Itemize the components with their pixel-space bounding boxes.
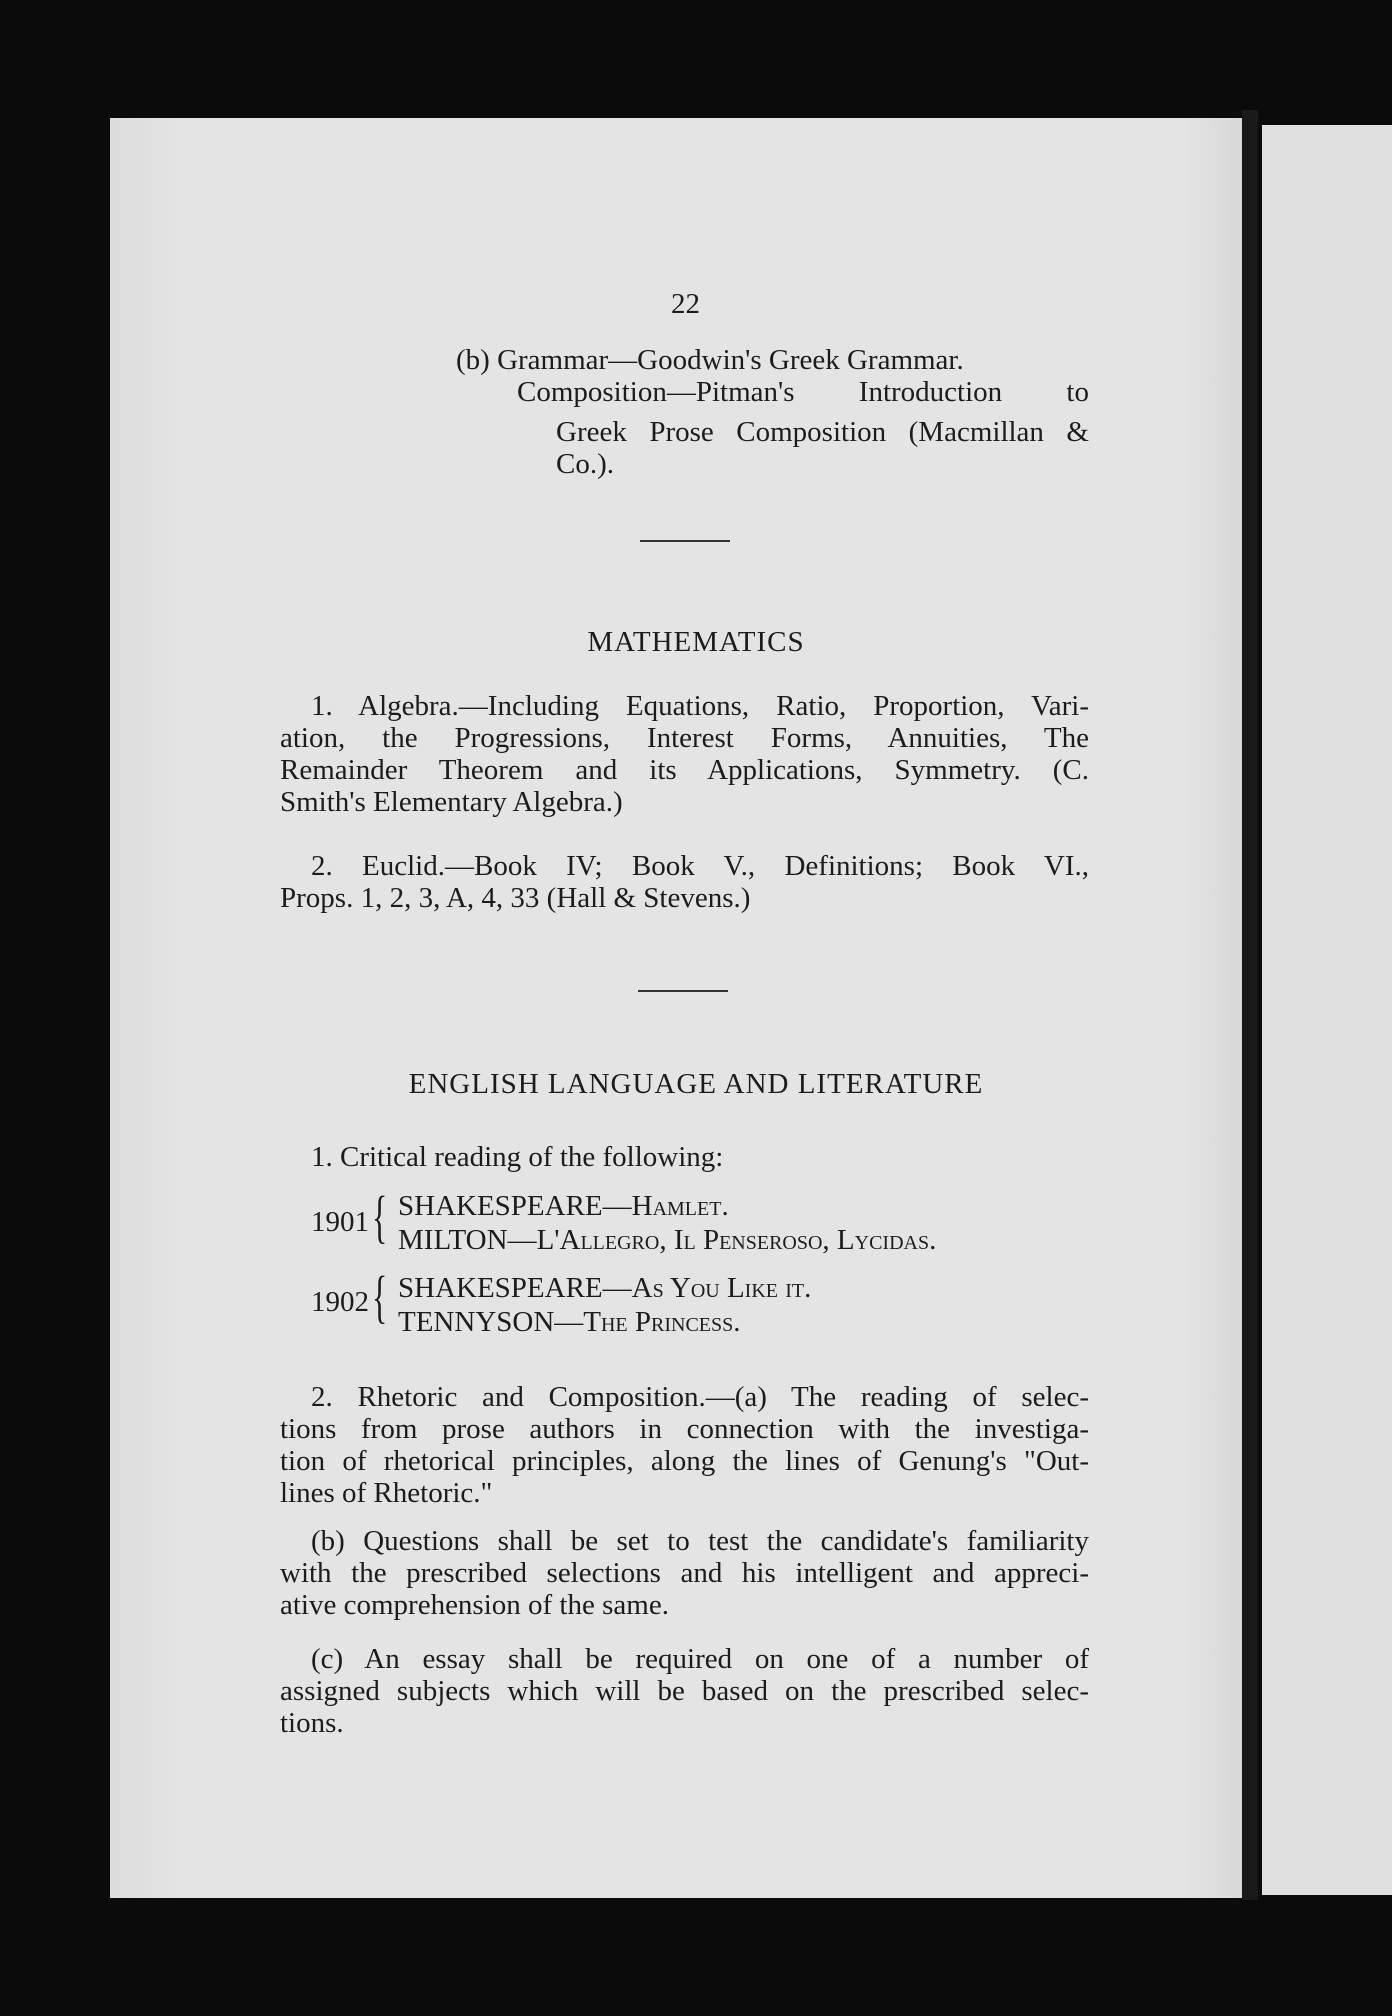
algebra-line: Smith's Elementary Algebra.): [280, 786, 623, 818]
rhetoric-line: 2. Rhetoric and Composition.—(a) The reading of selec-: [311, 1381, 1089, 1413]
section-divider: [640, 540, 730, 542]
rhetoric-line: lines of Rhetoric.": [280, 1477, 493, 1509]
essay-line: (c) An essay shall be required on one of a number of: [311, 1643, 1089, 1675]
euclid-line: 2. Euclid.—Book IV; Book V., Definitions; Book VI.,: [311, 850, 1089, 882]
greek-composition-line: Composition—Pitman's Introduction to: [517, 376, 1089, 408]
reading-1902-b: TENNYSON—The Princess.: [398, 1306, 741, 1338]
euclid-line: Props. 1, 2, 3, A, 4, 33 (Hall & Stevens.): [280, 882, 751, 914]
algebra-line: 1. Algebra.—Including Equations, Ratio, Proportion, Vari-: [311, 690, 1089, 722]
year-1902: 1902: [311, 1286, 369, 1318]
mathematics-heading: MATHEMATICS: [587, 626, 805, 658]
questions-line: ative comprehension of the same.: [280, 1589, 669, 1621]
reading-1902-a: SHAKESPEARE—As You Like it.: [398, 1272, 812, 1304]
greek-composition-line: Co.).: [556, 448, 614, 480]
critical-reading-line: 1. Critical reading of the following:: [311, 1141, 724, 1173]
questions-line: with the prescribed selections and his intelligent and appreci-: [280, 1557, 1089, 1589]
year-1901: 1901: [311, 1206, 369, 1238]
english-heading: ENGLISH LANGUAGE AND LITERATURE: [408, 1068, 984, 1100]
questions-line: (b) Questions shall be set to test the candidate's familiarity: [311, 1525, 1089, 1557]
page-number: 22: [671, 288, 700, 320]
reading-1901-b: MILTON—L'Allegro, Il Penseroso, Lycidas.: [398, 1224, 937, 1256]
algebra-line: ation, the Progressions, Interest Forms, Annuities, The: [280, 722, 1089, 754]
essay-line: tions.: [280, 1707, 344, 1739]
brace-1902: {: [372, 1264, 388, 1329]
greek-composition-line: Greek Prose Composition (Macmillan &: [556, 416, 1089, 448]
reading-1901-a: SHAKESPEARE—Hamlet.: [398, 1190, 729, 1222]
section-divider: [638, 990, 728, 992]
brace-1901: {: [372, 1184, 388, 1249]
essay-line: assigned subjects which will be based on the prescribed selec-: [280, 1675, 1089, 1707]
rhetoric-line: tions from prose authors in connection with the investiga-: [280, 1413, 1089, 1445]
greek-grammar-line: (b) Grammar—Goodwin's Greek Grammar.: [456, 344, 964, 376]
algebra-line: Remainder Theorem and its Applications, Symmetry. (C.: [280, 754, 1089, 786]
rhetoric-line: tion of rhetorical principles, along the lines of Genung's "Out-: [280, 1445, 1089, 1477]
